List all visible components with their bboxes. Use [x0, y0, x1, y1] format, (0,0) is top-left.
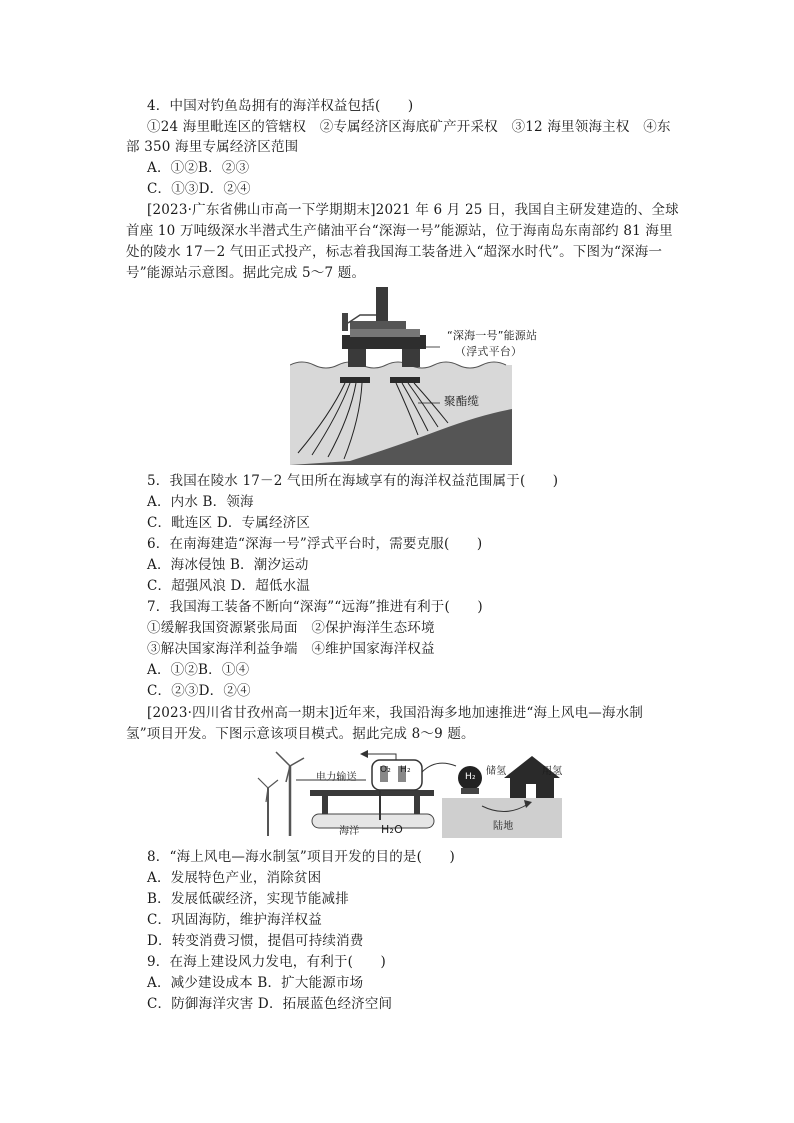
h2-ball-label: H₂ — [465, 772, 476, 782]
q6-stem: 6．在南海建造“深海一号”浮式平台时，需要克服( ) — [147, 536, 483, 552]
q5-choice-cd: C．毗连区 D．专属经济区 — [147, 515, 311, 531]
q4-options-line2: 部 350 海里专属经济区范围 — [126, 139, 299, 155]
q8-stem: 8．“海上风电—海水制氢”项目开发的目的是( ) — [147, 849, 455, 865]
q4-options-line1: ①24 海里毗连区的管辖权 ②专属经济区海底矿产开采权 ③12 海里领海主权 ④东 — [147, 119, 671, 135]
q7-stem: 7．我国海工装备不断向“深海”“远海”推进有利于( ) — [147, 599, 483, 615]
q8-choice-a: A．发展特色产业，消除贫困 — [147, 870, 322, 886]
power-label: 电力输送 — [316, 772, 357, 783]
land-label: 陆地 — [493, 821, 514, 832]
q7-item2: ③解决国家海洋利益争端 ④维护国家海洋权益 — [147, 641, 435, 657]
q4-choice-cd: C．①③D．②④ — [147, 181, 251, 197]
q9-choice-cd: C．防御海洋灾害 D．拓展蓝色经济空间 — [147, 996, 393, 1012]
ocean-base — [312, 814, 434, 828]
station-label: “深海一号”能源站 — [447, 329, 538, 342]
q7-item1: ①缓解我国资源紧张局面 ②保护海洋生态环境 — [147, 620, 435, 636]
water-label: H₂O — [381, 823, 403, 836]
passage1-line1: [2023·广东省佛山市高一下学期期末]2021 年 6 月 25 日，我国自主研发建造的、全球 — [147, 202, 679, 218]
o2-label: O₂ — [380, 765, 392, 775]
q4-stem: 4．中国对钓鱼岛拥有的海洋权益包括( ) — [147, 98, 414, 114]
passage1-line2: 首座 10 万吨级深水半潜式生产储油平台“深海一号”能源站，位于海南岛东南部约 81 海里 — [126, 223, 673, 239]
ocean-label: 海洋 — [339, 826, 360, 837]
q6-choice-cd: C．超强风浪 D．超低水温 — [147, 578, 311, 594]
storage-label: 储氢 — [486, 766, 507, 777]
q9-choice-ab: A．减少建设成本 B．扩大能源市场 — [147, 975, 364, 991]
q4-choice-ab: A．①②B．②③ — [147, 160, 250, 176]
q7-choice-ab: A．①②B．①④ — [147, 662, 250, 678]
passage2-line2: 氢”项目开发。下图示意该项目模式。据此完成 8～9 题。 — [126, 726, 475, 742]
cable-label: 聚酯缆 — [444, 394, 480, 408]
platform-label: （浮式平台） — [455, 345, 523, 358]
q9-stem: 9．在海上建设风力发电，有利于( ) — [147, 954, 386, 970]
q7-choice-cd: C．②③D．②④ — [147, 683, 251, 699]
passage1-line4: 号”能源站示意图。据此完成 5～7 题。 — [126, 265, 366, 281]
q8-choice-c: C．巩固海防，维护海洋权益 — [147, 912, 322, 928]
platform-deck — [342, 335, 426, 349]
q8-choice-b: B．发展低碳经济，实现节能减排 — [147, 891, 349, 907]
q5-choice-ab: A．内水 B．领海 — [147, 494, 254, 510]
q6-choice-ab: A．海冰侵蚀 B．潮汐运动 — [147, 557, 309, 573]
q5-stem: 5．我国在陵水 17－2 气田所在海域享有的海洋权益范围属于( ) — [147, 473, 559, 489]
use-label: 用氢 — [542, 766, 563, 777]
platform-figure — [290, 285, 522, 465]
q8-choice-d: D．转变消费习惯，提倡可持续消费 — [147, 933, 364, 949]
passage1-line3: 处的陵水 17－2 气田正式投产，标志着我国海工装备进入“超深水时代”。下图为“深海一 — [126, 244, 663, 260]
passage2-line1: [2023·四川省甘孜州高一期末]近年来，我国沿海多地加速推进“海上风电—海水制 — [147, 705, 644, 721]
wind-hydrogen-figure — [256, 748, 566, 840]
h2-tank-label: H₂ — [400, 765, 411, 775]
